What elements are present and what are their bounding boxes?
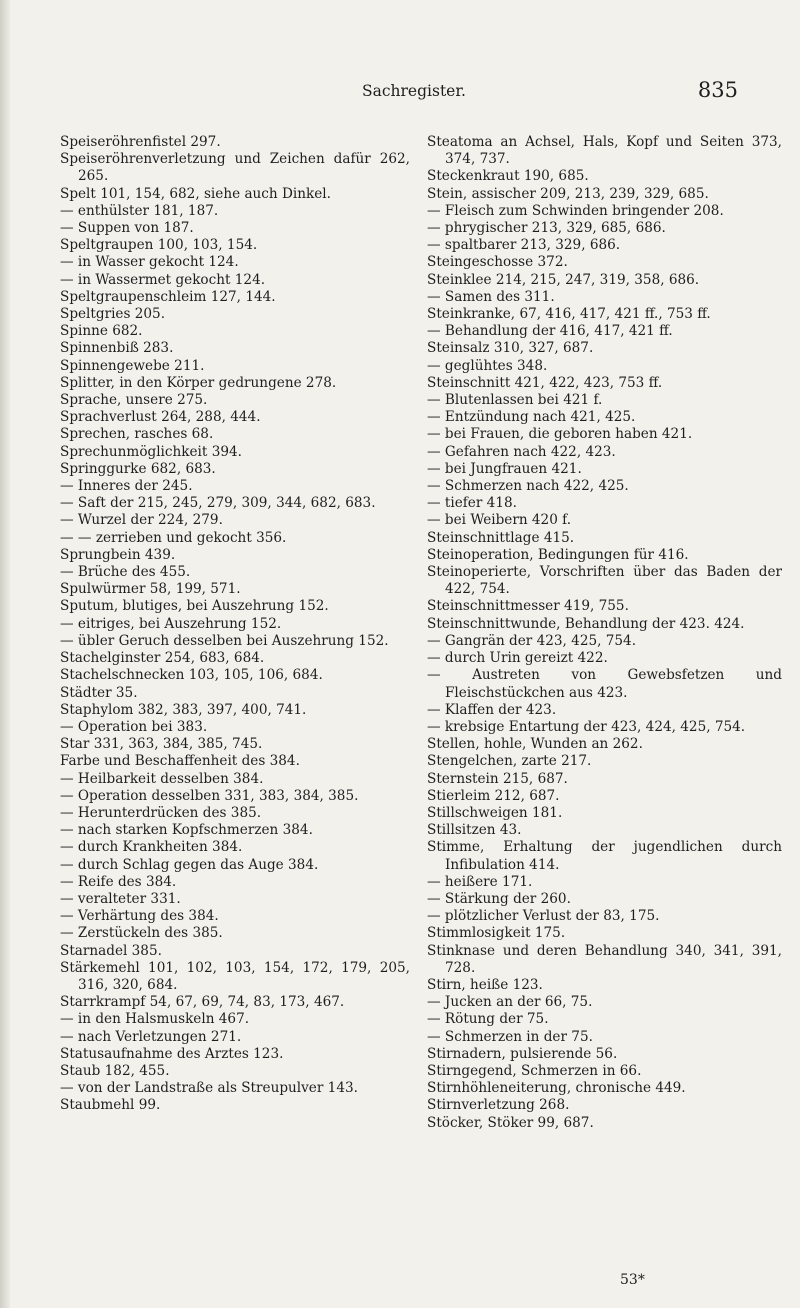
index-entry: Staphylom 382, 383, 397, 400, 741. (60, 701, 307, 718)
index-entry: — Saft der 215, 245, 279, 309, 344, 682, 683. (60, 495, 376, 512)
index-entry: Steingeschosse 372. (427, 254, 568, 271)
index-entry: — Suppen von 187. (60, 220, 194, 237)
page-title: Sachregister. (362, 82, 466, 100)
index-entry: Splitter, in den Körper gedrungene 278. (60, 374, 337, 391)
index-entry: — Zerstückeln des 385. (60, 925, 223, 942)
index-entry: — Jucken an der 66, 75. (427, 994, 593, 1011)
index-entry: — eitriges, bei Auszehrung 152. (60, 615, 282, 632)
index-entry: Sprechen, rasches 68. (60, 426, 214, 443)
index-entry: Stengelchen, zarte 217. (427, 753, 592, 770)
index-entry: Statusaufnahme des Arztes 123. (60, 1045, 284, 1062)
index-entry: — nach starken Kopfschmerzen 384. (60, 822, 313, 839)
index-column-right (427, 134, 782, 1132)
index-entry: Stillschweigen 181. (427, 804, 563, 821)
index-entry: — Inneres der 245. (60, 478, 193, 495)
index-entry: Speiseröhrenverletzung und Zeichen dafür 262, 265. (60, 151, 410, 185)
index-entry: — Klaffen der 423. (427, 701, 557, 718)
index-entry: Stinknase und deren Behandlung 340, 341, 391, 728. (427, 942, 782, 976)
index-entry: Speltgraupenschleim 127, 144. (60, 288, 276, 305)
index-entry: — Rötung der 75. (427, 1011, 549, 1028)
index-column-left (60, 134, 410, 1115)
index-entry: — Schmerzen nach 422, 425. (427, 478, 629, 495)
index-entry: Star 331, 363, 384, 385, 745. (60, 736, 263, 753)
index-entry: — in den Halsmuskeln 467. (60, 1011, 250, 1028)
index-entry: — Gangrän der 423, 425, 754. (427, 632, 637, 649)
index-entry: — durch Urin gereizt 422. (427, 650, 608, 667)
index-entry: Stirnverletzung 268. (427, 1097, 570, 1114)
index-entry: Stirngegend, Schmerzen in 66. (427, 1062, 642, 1079)
index-entry: — Brüche des 455. (60, 564, 191, 581)
index-entry: Steinschnittwunde, Behandlung der 423. 424. (427, 615, 745, 632)
index-entry: — Stärkung der 260. (427, 890, 571, 907)
index-entry: — Gefahren nach 422, 423. (427, 443, 616, 460)
index-entry: — Operation bei 383. (60, 718, 208, 735)
index-entry: Staub 182, 455. (60, 1062, 170, 1079)
index-entry: Stierleim 212, 687. (427, 787, 560, 804)
index-entry: — geglühtes 348. (427, 357, 548, 374)
index-entry: — Heilbarkeit desselben 384. (60, 770, 264, 787)
index-entry: Sternstein 215, 687. (427, 770, 568, 787)
index-entry: Spelt 101, 154, 682, siehe auch Dinkel. (60, 185, 331, 202)
index-entry: Sputum, blutiges, bei Auszehrung 152. (60, 598, 329, 615)
index-entry: Sprachverlust 264, 288, 444. (60, 409, 261, 426)
index-entry: Stärkemehl 101, 102, 103, 154, 172, 179, 205, 316, 320, 684. (60, 959, 410, 993)
index-entry: — phrygischer 213, 329, 685, 686. (427, 220, 666, 237)
signature-mark: 53* (620, 1272, 645, 1288)
index-entry: — Behandlung der 416, 417, 421 ff. (427, 323, 673, 340)
index-entry: — von der Landstraße als Streupulver 143. (60, 1080, 358, 1097)
index-entry: — Operation desselben 331, 383, 384, 385. (60, 787, 359, 804)
index-entry: — in Wasser gekocht 124. (60, 254, 239, 271)
index-entry: Stirnadern, pulsierende 56. (427, 1045, 618, 1062)
index-entry: Stein, assischer 209, 213, 239, 329, 685. (427, 185, 709, 202)
index-entry: Sprache, unsere 275. (60, 392, 208, 409)
index-entry: Steinoperierte, Vorschriften über das Baden der 422, 754. (427, 564, 782, 598)
index-entry: — Austreten von Gewebsfetzen und Fleischstückchen aus 423. (427, 667, 782, 701)
index-entry: — veralteter 331. (60, 890, 181, 907)
index-entry: Steinschnittlage 415. (427, 529, 575, 546)
index-entry: — Verhärtung des 384. (60, 908, 219, 925)
index-entry: — nach Verletzungen 271. (60, 1028, 242, 1045)
index-entry: — enthülster 181, 187. (60, 202, 219, 219)
index-entry: — Fleisch zum Schwinden bringender 208. (427, 202, 724, 219)
index-entry: — Wurzel der 224, 279. (60, 512, 223, 529)
index-entry: Springgurke 682, 683. (60, 460, 216, 477)
index-entry: Stellen, hohle, Wunden an 262. (427, 736, 643, 753)
index-entry: Sprechunmöglichkeit 394. (60, 443, 242, 460)
index-entry: Spinnenbiß 283. (60, 340, 174, 357)
index-entry: — spaltbarer 213, 329, 686. (427, 237, 621, 254)
index-entry: Spinnengewebe 211. (60, 357, 205, 374)
index-entry: — Schmerzen in der 75. (427, 1028, 593, 1045)
index-entry: — übler Geruch desselben bei Auszehrung 152. (60, 632, 389, 649)
index-entry: Starnadel 385. (60, 942, 162, 959)
index-entry: Städter 35. (60, 684, 138, 701)
index-entry: Steinklee 214, 215, 247, 319, 358, 686. (427, 271, 700, 288)
index-entry: Stillsitzen 43. (427, 822, 522, 839)
index-entry: Speltgries 205. (60, 306, 166, 323)
index-entry: Stimmlosigkeit 175. (427, 925, 566, 942)
index-entry: Sprungbein 439. (60, 546, 176, 563)
index-entry: Spinne 682. (60, 323, 143, 340)
index-entry: — bei Jungfrauen 421. (427, 460, 582, 477)
index-entry: Stachelginster 254, 683, 684. (60, 650, 265, 667)
index-entry: Steinoperation, Bedingungen für 416. (427, 546, 689, 563)
index-entry: Steinschnittmesser 419, 755. (427, 598, 629, 615)
page-number: 835 (697, 78, 738, 102)
index-entry: — bei Weibern 420 f. (427, 512, 572, 529)
index-entry: — Herunterdrücken des 385. (60, 804, 262, 821)
index-entry: — Samen des 311. (427, 288, 555, 305)
index-entry: Stöcker, Stöker 99, 687. (427, 1114, 594, 1131)
index-entry: Staubmehl 99. (60, 1097, 161, 1114)
index-entry: Steinschnitt 421, 422, 423, 753 ff. (427, 374, 663, 391)
index-entry: — bei Frauen, die geboren haben 421. (427, 426, 693, 443)
index-entry: — Reife des 384. (60, 873, 177, 890)
index-entry: — Entzündung nach 421, 425. (427, 409, 636, 426)
index-entry: — krebsige Entartung der 423, 424, 425, 754. (427, 718, 746, 735)
index-entry: Steinsalz 310, 327, 687. (427, 340, 594, 357)
index-entry: Farbe und Beschaffenheit des 384. (60, 753, 300, 770)
index-entry: — — zerrieben und gekocht 356. (60, 529, 287, 546)
index-entry: — in Wassermet gekocht 124. (60, 271, 266, 288)
index-entry: — plötzlicher Verlust der 83, 175. (427, 908, 660, 925)
index-entry: Stachelschnecken 103, 105, 106, 684. (60, 667, 323, 684)
index-entry: Stimme, Erhaltung der jugendlichen durch Infibulation 414. (427, 839, 782, 873)
index-entry: Speiseröhrenfistel 297. (60, 134, 221, 150)
index-entry: — durch Schlag gegen das Auge 384. (60, 856, 319, 873)
index-entry: — tiefer 418. (427, 495, 517, 512)
page-binding-edge (0, 0, 10, 1308)
index-entry: — Blutenlassen bei 421 f. (427, 392, 603, 409)
index-entry: Speltgraupen 100, 103, 154. (60, 237, 258, 254)
index-entry: Stirn, heiße 123. (427, 976, 543, 993)
page-header (90, 78, 738, 108)
index-entry: — heißere 171. (427, 873, 533, 890)
index-entry: Spulwürmer 58, 199, 571. (60, 581, 241, 598)
index-entry: — durch Krankheiten 384. (60, 839, 243, 856)
index-entry: Steatoma an Achsel, Hals, Kopf und Seiten 373, 374, 737. (427, 134, 782, 168)
index-entry: Steinkranke, 67, 416, 417, 421 ff., 753 ff. (427, 306, 711, 323)
index-entry: Stirnhöhleneiterung, chronische 449. (427, 1080, 686, 1097)
index-entry: Steckenkraut 190, 685. (427, 168, 589, 185)
index-entry: Starrkrampf 54, 67, 69, 74, 83, 173, 467. (60, 994, 345, 1011)
